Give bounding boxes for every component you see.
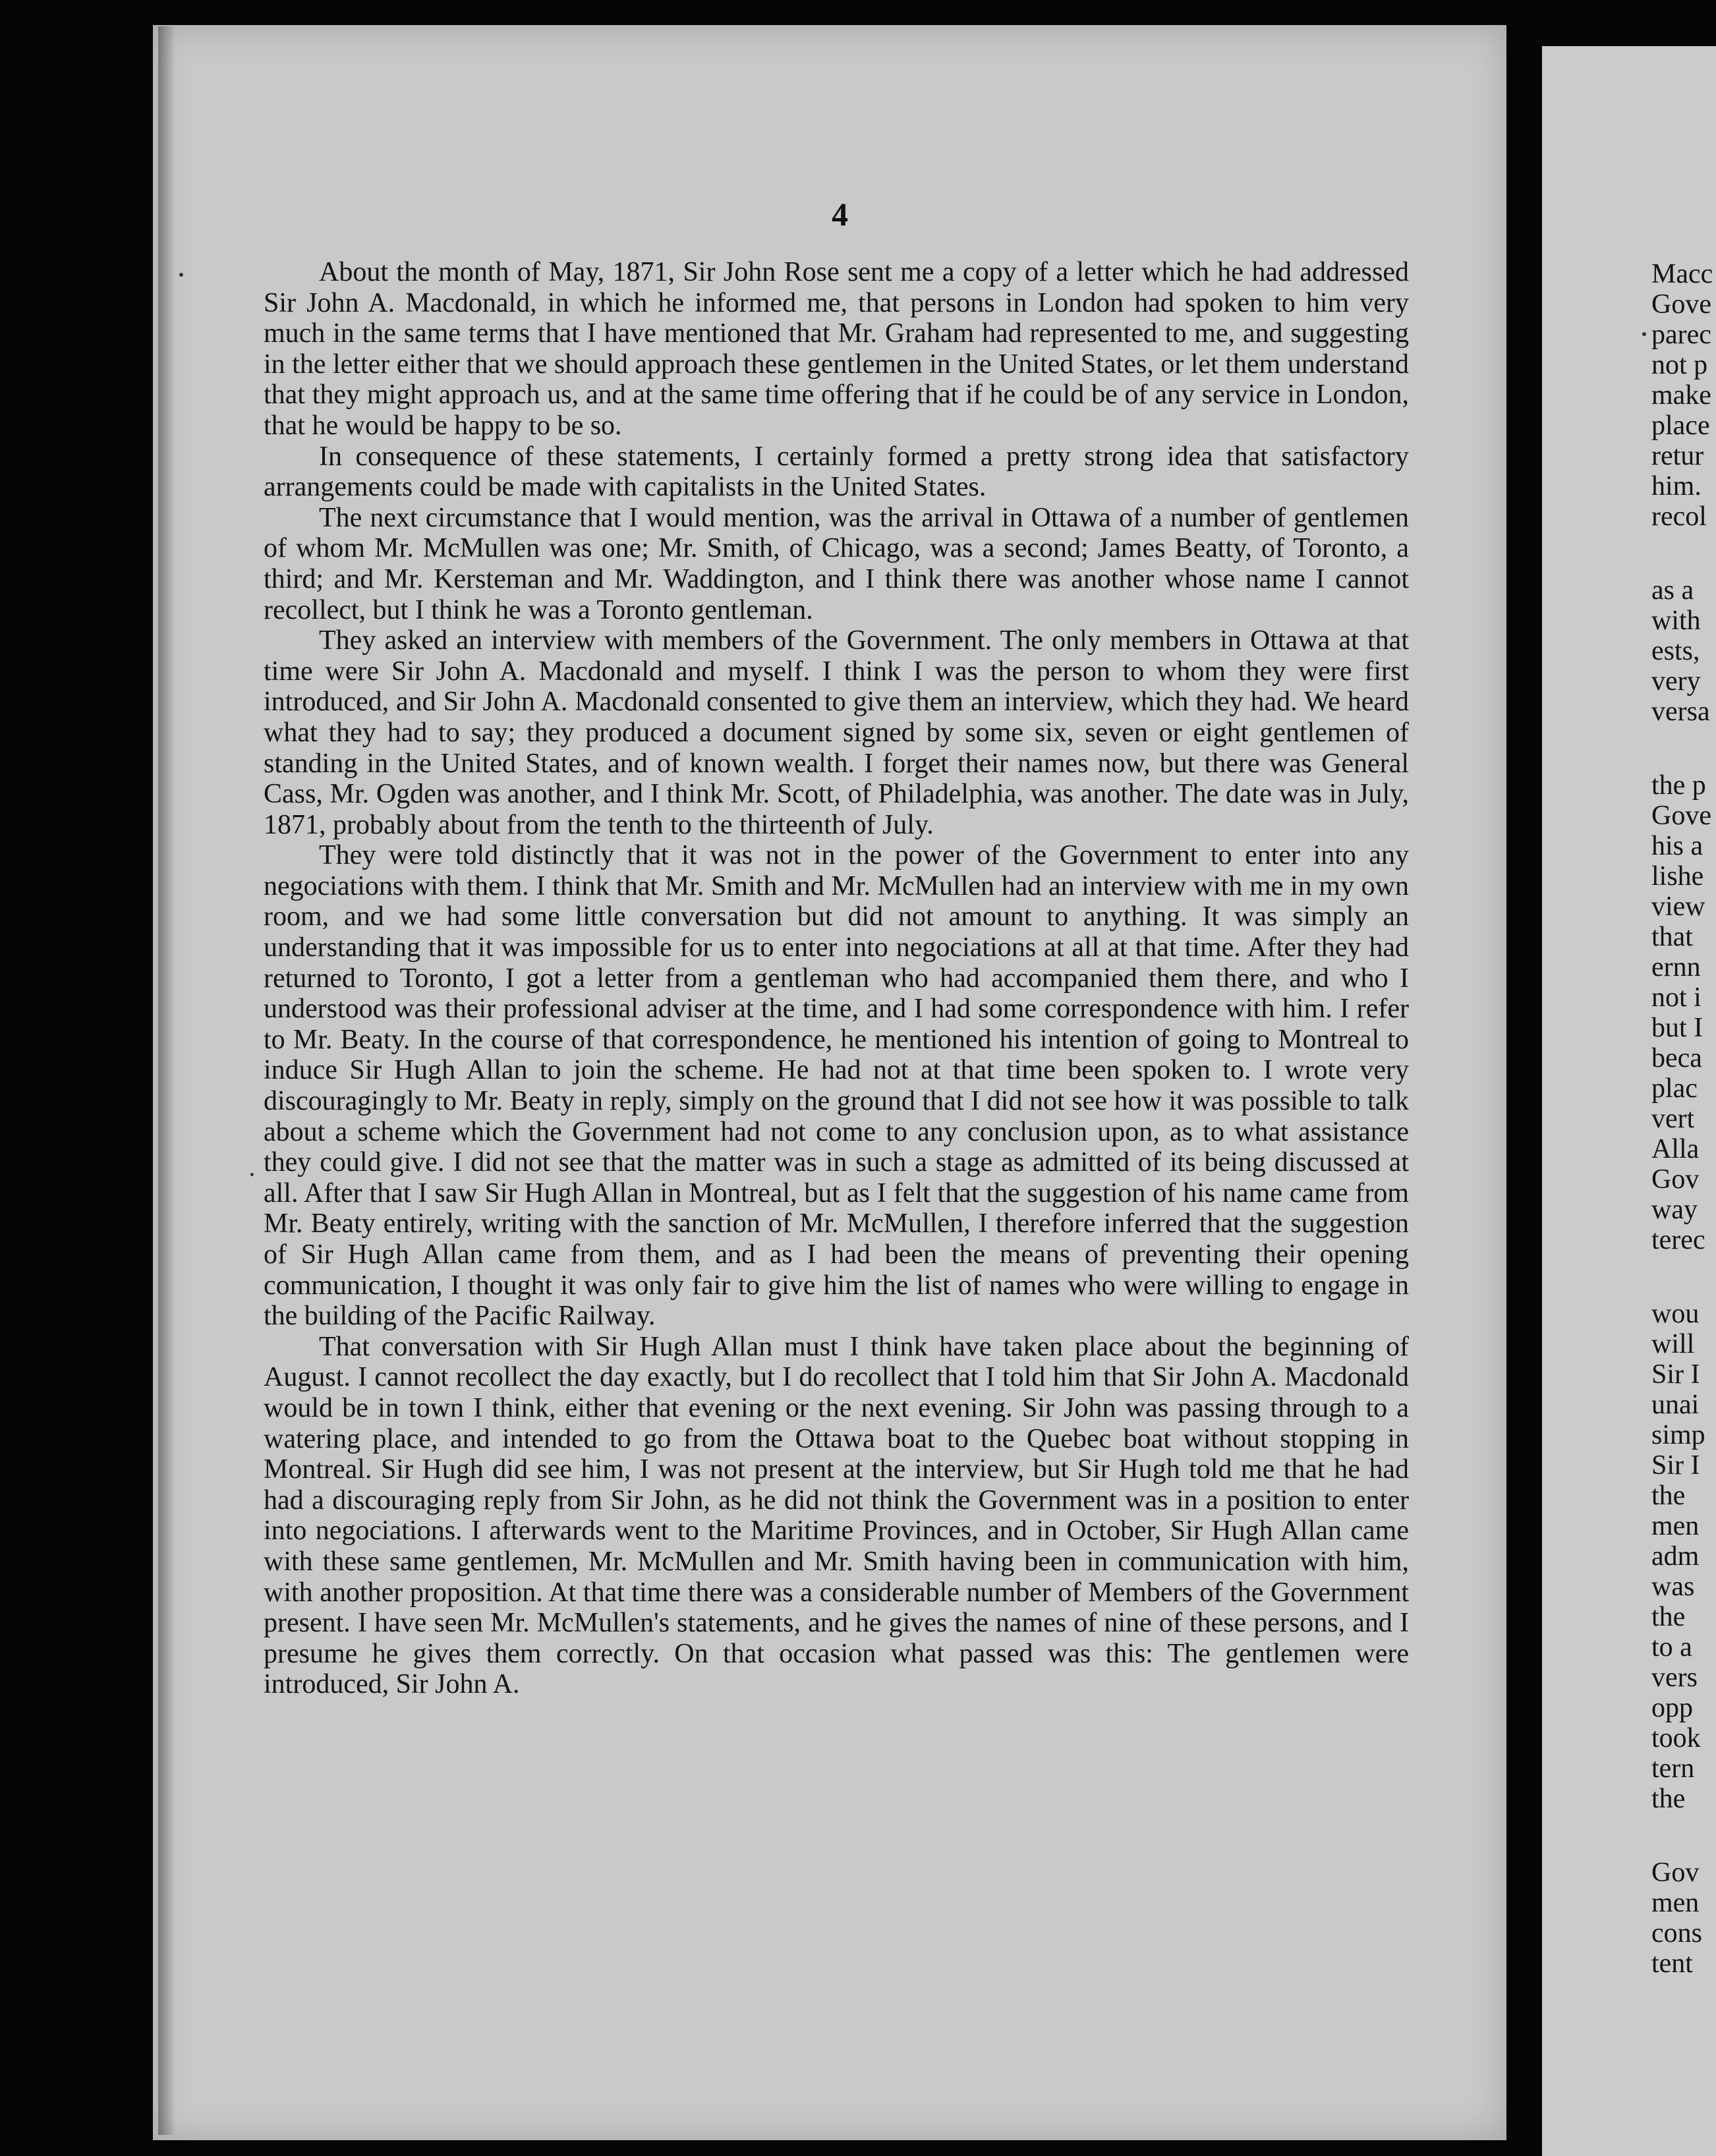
facing-page-line: wou: [1651, 1299, 1700, 1329]
facing-page-line: versa: [1651, 696, 1710, 727]
facing-page-line: not p: [1651, 350, 1708, 380]
facing-page-line: very: [1651, 666, 1701, 696]
facing-page-line: to a: [1651, 1632, 1692, 1662]
facing-page-line: vert: [1651, 1104, 1695, 1134]
facing-page-line: Sir I: [1651, 1359, 1700, 1390]
facing-page-line: Gov: [1651, 1858, 1700, 1888]
facing-page-line: took: [1651, 1723, 1701, 1753]
facing-page-line: men: [1651, 1511, 1700, 1541]
facing-page-line: his a: [1651, 831, 1703, 861]
page-edge-shadow: [158, 26, 175, 2135]
facing-page-line: beca: [1651, 1043, 1702, 1073]
facing-page-line: but I: [1651, 1013, 1703, 1043]
ink-speck: [250, 1173, 254, 1176]
facing-page-line: terec: [1651, 1225, 1705, 1255]
facing-page-line: as a: [1651, 575, 1694, 606]
paragraph: That conversation with Sir Hugh Allan must I think have taken place about the beginning of August. I cannot recollect the day exactly, but I do recollect that I told him that Sir John A. Macdonald would be in town I think, either that evening or the next evening. Sir John was passing through to a watering place, and intended to go from the Ottawa boat to the Quebec boat without stopping in Montreal. Sir Hugh did see him, I was not present at the interview, but Sir Hugh told me that he had had a discouraging reply from Sir John, as he did not think the Government was in a position to enter into negociations. I afterwards went to the Maritime Provinces, and in October, Sir Hugh Allan came with these same gentlemen, Mr. McMullen and Mr. Smith having been in communication with him, with another proposition. At that time there was a considerable number of Members of the Government present. I have seen Mr. McMullen's statements, and he gives the names of nine of these persons, and I presume he gives them correctly. On that occasion what passed was this: The gentlemen were introduced, Sir John A.: [264, 1331, 1409, 1700]
facing-page-line: simp: [1651, 1420, 1705, 1450]
facing-page-line: way: [1651, 1195, 1698, 1225]
facing-page-line: Gov: [1651, 1164, 1700, 1195]
facing-page-line: lishe: [1651, 861, 1704, 892]
facing-page-line: Alla: [1651, 1134, 1700, 1164]
facing-page-line: Sir I: [1651, 1450, 1700, 1481]
paragraph: They asked an interview with members of the Government. The only members in Ottawa at that time were Sir John A. Macdonald and myself. I think I was the person to whom they were first introduced, and Sir John A. Macdonald consented to give them an interview, which they had. We heard what they had to say; they produced a document signed by some six, seven or eight gentlemen of standing in the United States, and of known wealth. I forget their names now, but there was General Cass, Mr. Ogden was another, and I think Mr. Scott, of Philadelphia, was another. The date was in July, 1871, probably about from the tenth to the thirteenth of July.: [264, 625, 1409, 840]
facing-page-line: adm: [1651, 1541, 1700, 1572]
paragraph: They were told distinctly that it was not in the power of the Government to enter into any negociations with them. I think that Mr. Smith and Mr. McMullen had an interview with me in my own room, and we had some little conversation but did not amount to anything. It was simply an understanding that it was impossible for us to enter into negociations at all at that time. After they had returned to Toronto, I got a letter from a gentleman who had accompanied them there, and who I understood was their professional adviser at the time, and I had some correspondence with him. I refer to Mr. Beaty. In the course of that correspondence, he mentioned his intention of going to Montreal to induce Sir Hugh Allan to join the scheme. He had not at that time been spoken to. I wrote very discouragingly to Mr. Beaty in reply, simply on the ground that I did not see how it was possible to talk about a scheme which the Government had not come to any conclusion upon, as to what assistance they could give. I did not see that the matter was in such a stage as admitted of its being discussed at all. After that I saw Sir Hugh Allan in Montreal, but as I felt that the suggestion of his name came from Mr. Beaty entirely, writing with the sanction of Mr. McMullen, I therefore inferred that the suggestion of Sir Hugh Allan came from them, and as I had been the means of preventing their opening communication, I thought it was only fair to give him the list of names who were willing to engage in the building of the Pacific Railway.: [264, 840, 1409, 1332]
page-number: 4: [832, 196, 848, 233]
facing-page-line: Gove: [1651, 289, 1711, 320]
body-text: [264, 257, 1409, 1700]
facing-page-line: him.: [1651, 471, 1702, 501]
ink-speck: [1642, 332, 1646, 336]
facing-page-line: Gove: [1651, 801, 1711, 831]
facing-page-line: the: [1651, 1481, 1686, 1511]
facing-page-line: with: [1651, 606, 1701, 636]
facing-page-line: cons: [1651, 1918, 1702, 1948]
facing-page-line: tern: [1651, 1753, 1695, 1784]
facing-page-line: vers: [1651, 1662, 1698, 1693]
facing-page-line: ests,: [1651, 636, 1700, 666]
facing-page-line: retur: [1651, 441, 1704, 471]
facing-page-line: opp: [1651, 1693, 1693, 1723]
facing-page-line: was: [1651, 1572, 1695, 1602]
facing-page-line: plac: [1651, 1073, 1698, 1104]
facing-page-line: place: [1651, 411, 1710, 441]
facing-page-line: parec: [1651, 320, 1711, 350]
facing-page-line: men: [1651, 1888, 1700, 1918]
facing-page-line: will: [1651, 1329, 1695, 1359]
facing-page-line: the p: [1651, 770, 1706, 801]
ink-speck: [179, 273, 183, 277]
facing-page-line: recol: [1651, 501, 1707, 532]
facing-page-line: view: [1651, 892, 1705, 922]
facing-page-line: ernn: [1651, 952, 1701, 982]
facing-page-line: that: [1651, 922, 1693, 952]
facing-page-line: Macc: [1651, 259, 1713, 289]
facing-page-line: unai: [1651, 1390, 1700, 1420]
facing-page-line: not i: [1651, 982, 1702, 1013]
facing-page-line: the: [1651, 1602, 1686, 1632]
facing-page-line: the: [1651, 1784, 1686, 1814]
facing-page-line: tent: [1651, 1948, 1693, 1979]
paragraph: The next circumstance that I would mention, was the arrival in Ottawa of a number of gentlemen of whom Mr. McMullen was one; Mr. Smith, of Chicago, was a second; James Beatty, of Toronto, a third; and Mr. Kersteman and Mr. Waddington, and I think there was another whose name I cannot recollect, but I think he was a Toronto gentleman.: [264, 502, 1409, 625]
paragraph: In consequence of these statements, I certainly formed a pretty strong idea that satisfactory arrangements could be made with capitalists in the United States.: [264, 441, 1409, 503]
facing-page-line: make: [1651, 380, 1711, 411]
paragraph: About the month of May, 1871, Sir John Rose sent me a copy of a letter which he had addressed Sir John A. Macdonald, in which he informed me, that persons in London had spoken to him very much in the same terms that I have mentioned that Mr. Graham had represented to me, and suggesting in the letter either that we should approach these gentlemen in the United States, or let them understand that they might approach us, and at the same time offering that if he could be of any service in London, that he would be happy to be so.: [264, 257, 1409, 441]
